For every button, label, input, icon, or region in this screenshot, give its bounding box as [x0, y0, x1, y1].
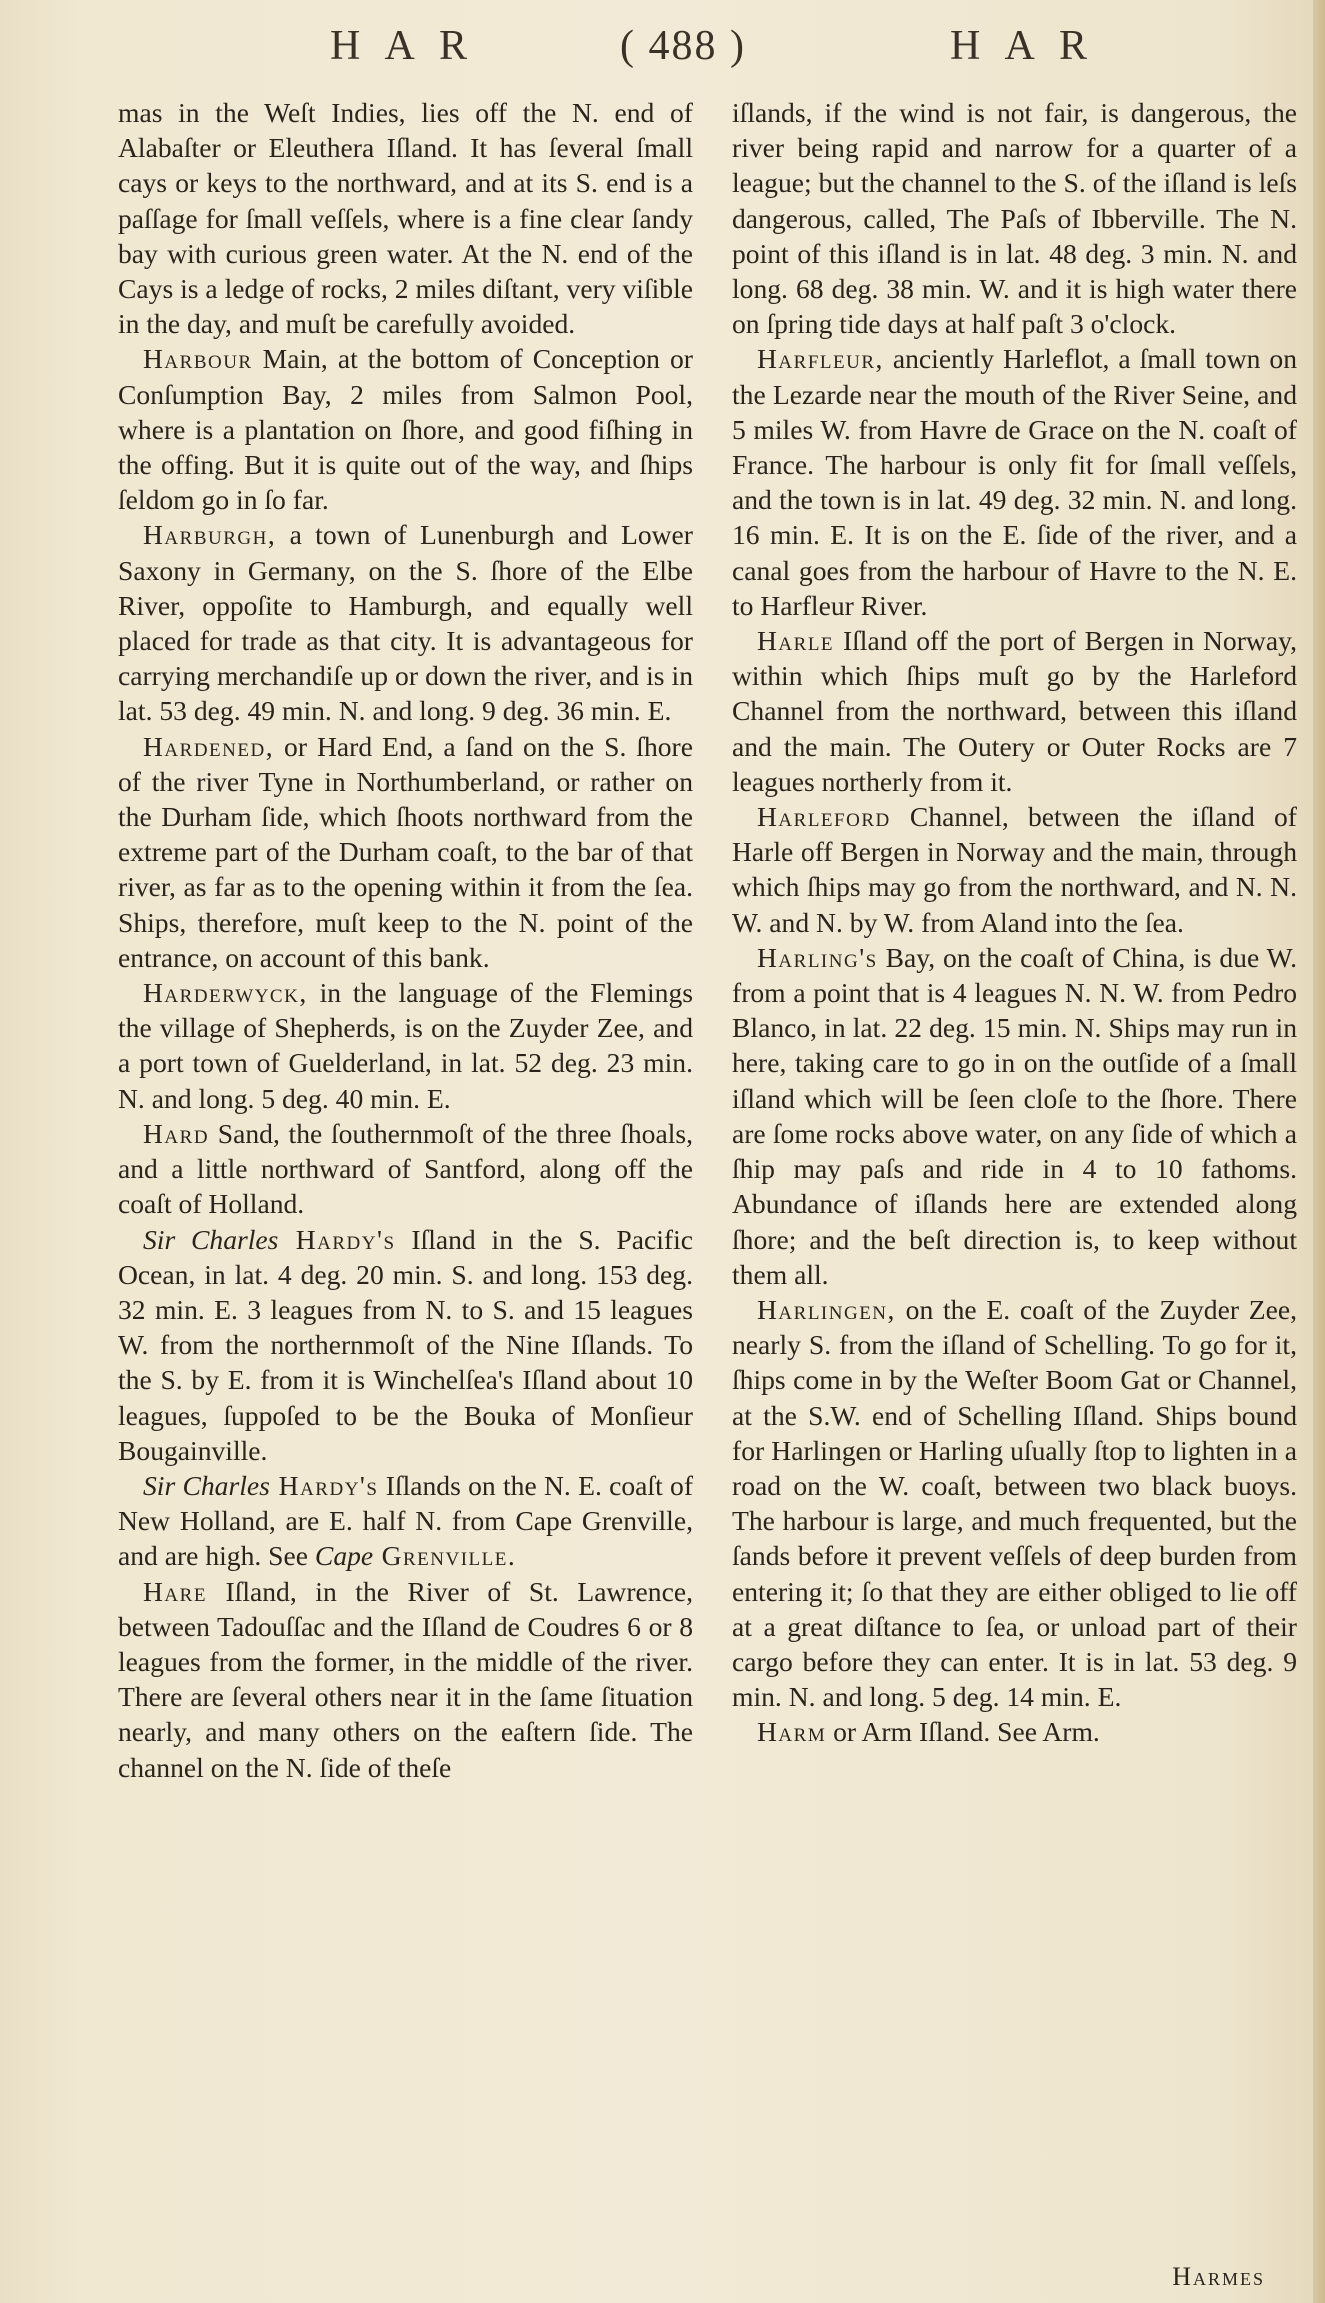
entry-headword: Hardy's	[269, 1469, 379, 1501]
entry-text: Sand, the ſouthernmoſt of the three ſhoals, and a little northward of Santford, along off the coaſt of Holland.	[118, 1117, 693, 1220]
entry-harm	[732, 1714, 1297, 1749]
entry-hardys-island	[118, 1222, 693, 1468]
entry-headword: Hardened,	[143, 730, 275, 762]
entry-text: Iſlands on the N. E. coaſt of New Holland, are E. half N. from Cape Grenville, and are high. See	[118, 1469, 694, 1572]
entry-text: Main, at the bottom of Conception or Conſumption Bay, 2 miles from Salmon Pool, where is a plantation on ſhore, and good fiſhing in the offing. But it is quite out of the way, and ſhips ſeldom go in ſo far.	[118, 343, 693, 516]
entry-harle	[732, 623, 1297, 799]
entry-text: a town of Lunenburgh and Lower Saxony in Germany, on the S. ſhore of the Elbe River, oppoſite to Hamburgh, and equally well placed for trade as that city. It is advantageous for carrying merchandiſe up or down the river, and is in lat. 53 deg. 49 min. N. and long. 9 deg. 36 min. E.	[118, 519, 693, 727]
entry-headword: Harfleur,	[757, 343, 884, 375]
entry-headword: Harderwyck,	[143, 977, 308, 1009]
entry-headword: Harlingen,	[757, 1293, 896, 1325]
entry-text: Iſland in the S. Pacific Ocean, in lat. 4 deg. 20 min. S. and long. 153 deg. 32 min. E. 3 leagues from N. to S. and 15 leagues W. from the northernmoſt of the Nine Iſlands. To the S. by E. from it is Winchelſea's Iſland about 10 leagues, ſuppoſed to be the Bouka of Monſieur Bougainville.	[118, 1223, 693, 1466]
entry-hardys-islands	[118, 1468, 693, 1574]
page-edge	[1313, 0, 1325, 2303]
entry-harlings-bay	[732, 940, 1297, 1292]
entry-headword: Hard	[143, 1117, 210, 1149]
running-head-right: H A R	[950, 23, 1096, 69]
entry-prefix: Sir Charles	[143, 1223, 279, 1255]
page-number: ( 488 )	[620, 23, 746, 69]
cross-reference: Grenville.	[373, 1540, 517, 1572]
entry-text: or Hard End, a ſand on the S. ſhore of the river Tyne in Northumberland, or rather on the Durham ſide, which ſhoots northward from the extreme part of the Durham coaſt, to the bar of that river, as far as to the opening within it from the ſea. Ships, therefore, muſt keep to the N. point of the entrance, on account of this bank.	[118, 730, 693, 973]
running-head	[0, 22, 1325, 82]
entry-headword: Harleford	[757, 801, 891, 833]
running-head-left: H A R	[330, 23, 476, 69]
entry-text: anciently Harleflot, a ſmall town on the Lezarde near the mouth of the River Seine, and 5 miles W. from Havre de Grace on the N. coaſt of France. The harbour is only fit for ſmall veſſels, and the town is in lat. 49 deg. 32 min. N. and long. 16 min. E. It is on the E. ſide of the river, and a canal goes from the harbour of Havre to the N. E. to Harfleur River.	[732, 343, 1297, 621]
entry-hardened	[118, 729, 693, 975]
entry-text: in the language of the Flemings the village of Shepherds, is on the Zuyder Zee, and a port town of Guelderland, in lat. 52 deg. 23 min. N. and long. 5 deg. 40 min. E.	[118, 977, 693, 1114]
entry-headword: Hare	[143, 1575, 207, 1607]
entry-headword: Harburgh,	[143, 519, 277, 551]
entry-continuation: mas in the Weſt Indies, lies off the N. end of Alabaſter or Eleuthera Iſland. It has ſeveral ſmall cays or keys to the northward, and at its S. end is a paſſage for ſmall veſſels, where is a fine clear ſandy bay with curious green water. At the N. end of the Cays is a ledge of rocks, 2 miles diſtant, very viſible in the day, and muſt be carefully avoided.	[118, 97, 693, 340]
entry-text: or Arm Iſland. See Arm.	[826, 1716, 1100, 1748]
entry-harbour	[118, 341, 693, 517]
left-column	[118, 95, 693, 1785]
entry-hard-sand	[118, 1116, 693, 1222]
entry-headword: Hardy's	[278, 1223, 396, 1255]
entry-headword: Harling's	[757, 941, 878, 973]
entry-text: on the E. coaſt of the Zuyder Zee, nearly S. from the iſland of Schelling. To go for it, ſhips come in by the Weſter Boom Gat or Channel, at the S.W. end of Schelling Iſland. Ships bound for Harlingen or Harling uſually ſtop to lighten in a road on the W. coaſt, between two black buoys. The harbour is large, and much frequented, but the ſands before it prevent veſſels of deep burden from entering it; ſo that they are either obliged to lie off at a great diſtance to ſea, or unload part of their cargo before they can enter. It is in lat. 53 deg. 9 min. N. and long. 5 deg. 14 min. E.	[732, 1293, 1297, 1713]
cross-reference-prefix: Cape	[314, 1540, 374, 1572]
right-column	[732, 95, 1297, 1750]
entry-text: Channel, between the iſland of Harle off Bergen in Norway and the main, through which ſhips may go from the northward, and N. N. W. and N. by W. from Aland into the ſea.	[732, 801, 1297, 938]
entry-harderwyck	[118, 975, 693, 1116]
entry-text: Iſland, in the River of St. Lawrence, between Tadouſſac and the Iſland de Coudres 6 or 8 leagues from the former, in the middle of the river. There are ſeveral others near it in the ſame ſituation nearly, and many others on the eaſtern ſide. The channel on the N. ſide of theſe	[118, 1575, 693, 1783]
entry-headword: Harbour	[143, 343, 253, 375]
entry-headword: Harle	[757, 625, 835, 657]
entry-harleford	[732, 799, 1297, 940]
entry-prefix: Sir Charles	[143, 1469, 270, 1501]
entry-text: Bay, on the coaſt of China, is due W. from a point that is 4 leagues N. N. W. from Pedro Blanco, in lat. 22 deg. 15 min. N. Ships may run in here, taking care to go in on the outſide of a ſmall iſland which will be ſeen cloſe to the ſhore. There are ſome rocks above water, on any ſide of which a ſhip may paſs and ride in 4 to 10 fathoms. Abundance of iſlands here are extended along ſhore; and the beſt direction is, to keep without them all.	[732, 941, 1297, 1290]
entry-continuation: iſlands, if the wind is not fair, is dangerous, the river being rapid and narrow for a quarter of a league; but the channel to the S. of the iſland is leſs dangerous, called, The Paſs of Ibberville. The N. point of this iſland is in lat. 48 deg. 3 min. N. and long. 68 deg. 38 min. W. and it is high water there on ſpring tide days at half paſt 3 o'clock.	[732, 97, 1297, 340]
entry-harburgh	[118, 517, 693, 728]
entry-text: Iſland off the port of Bergen in Norway, within which ſhips muſt go by the Harleford Channel from the northward, between this iſland and the main. The Outery or Outer Rocks are 7 leagues northerly from it.	[732, 625, 1297, 797]
entry-harlingen	[732, 1292, 1297, 1714]
entry-harfleur	[732, 341, 1297, 623]
catchword: Harmes	[1172, 2262, 1265, 2291]
entry-headword: Harm	[757, 1716, 827, 1748]
entry-hare-island	[118, 1574, 693, 1785]
